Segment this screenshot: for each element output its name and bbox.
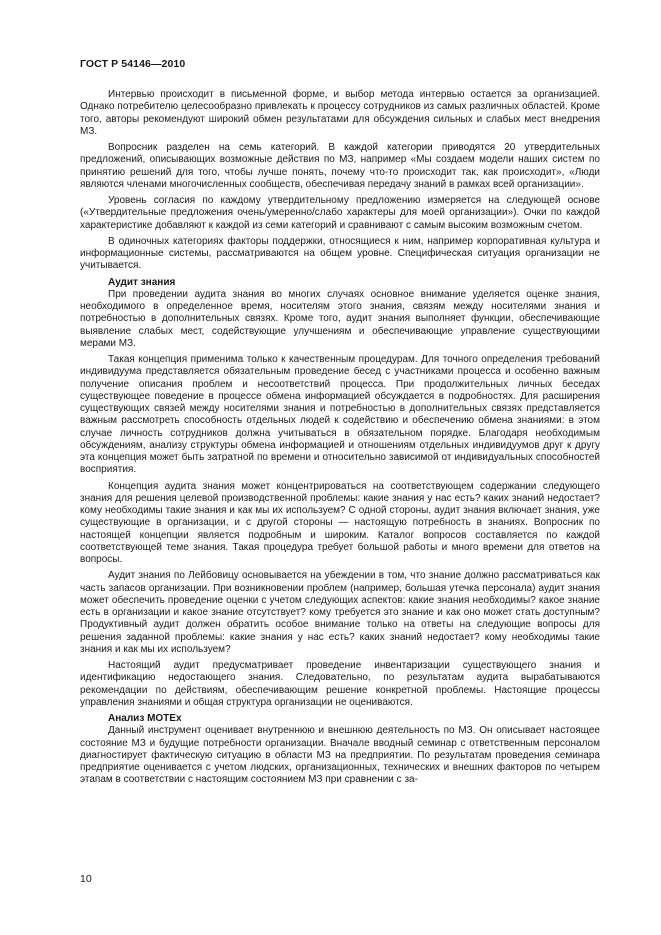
paragraph: В одиночных категориях факторы поддержки, относящиеся к ним, например корпоративная культура и информационные системы, рассматриваются на общем уровне. Специфическая ситуация организации не учитывается. bbox=[80, 235, 600, 272]
paragraph: При проведении аудита знания во многих случаях основное внимание уделяется оценке знания, необходимого в определенное время, носителям этого знания, связям между носителями знания и потребностью в дополнительных связях. Кроме того, аудит знания выполняет функции, обеспечивающие выявление слабых мест, содействующие улучшениям и обеспечивающие управление существующими мерами МЗ. bbox=[80, 288, 600, 349]
paragraph: Настоящий аудит предусматривает проведение инвентаризации существующего знания и идентификацию недостающего знания. Следовательно, по результатам аудита вырабатываются рекомендации по действиям, обеспечивающим решение конкретной проблемы. Настоящие процессы управления знаниями и общая структура организации не оцениваются. bbox=[80, 660, 600, 708]
paragraph: Данный инструмент оценивает внутреннюю и внешнюю деятельность по МЗ. Он описывает настоящее состояние МЗ и будущие потребности организации. Вначале вводный семинар с ответственным персоналом диагностирует фактическую ситуацию в области МЗ на предприятии. По результатам проведения семинара предприятие оценивается с учетом людских, организационных, технических и внешних факторов по четырем этапам в соответствии с настоящим состоянием МЗ при сравнении с за- bbox=[80, 725, 600, 786]
document-header: ГОСТ Р 54146—2010 bbox=[80, 58, 186, 70]
section-heading-motex-analysis: Анализ МОТЕх bbox=[108, 713, 182, 724]
page-number: 10 bbox=[80, 873, 92, 885]
paragraph: Аудит знания по Лейбовицу основывается на убеждении в том, что знание должно рассматриваться как часть запасов организации. При возникновении проблем (например, большая утечка персонала) аудит знания может обеспечить проведение оценки с учетом следующих аспектов: какие знания необходимы? какое знание есть в организации и какое знание отсутствует? кому требуется это знание и как оно может стать доступным? Продуктивный аудит должен обратить особое внимание только на ответы на следующие вопросы для решения заданной проблемы: какие знания у нас есть? каких знаний недостает? кому необходимы такие знания и как мы их используем? bbox=[80, 570, 600, 655]
section-heading-knowledge-audit: Аудит знания bbox=[108, 276, 176, 288]
paragraph: Вопросник разделен на семь категорий. В каждой категории приводятся 20 утвердительных предложений, описывающих возможные действия по МЗ, например «Мы создаем модели наших систем по принятию решений для того, чтобы лучше понять, почему что-то происходит так, как происходит», «Люди являются членами многочисленных сообществ, обеспечивая передачу знаний в рамках всей организации». bbox=[80, 142, 600, 190]
paragraph: Уровень согласия по каждому утвердительному предложению измеряется на следующей основе («Утвердительные предложения очень/умеренно/слабо характеры для моей организации»). Очки по каждой характеристике добавляют к каждой из семи категорий и сравнивают с самым высоким возможным счетом. bbox=[80, 195, 600, 231]
paragraph: Интервью происходит в письменной форме, и выбор метода интервью остается за организацией. Однако потребителю целесообразно привлекать к процессу сотрудников из самых различных областей. Кроме того, авторы рекомендуют широкий обмен результатами для обсуждения сильных и слабых мест внедрения МЗ. bbox=[80, 89, 600, 137]
paragraph: Такая концепция применима только к качественным процедурам. Для точного определения требований индивидуума представляется обязательным проведение бесед с участниками процесса и особенно важным получение описания проблем и несоответствий процесса. При продолжительных личных беседах существующее поведение в процессе обмена информацией обсуждается в подробностях. Для расширения существующих связей между носителями знания и потребностью в дополнительных связях представляется важным рассмотреть способность отдельных людей к содействию и обеспечению обмена знаниями: в этом случае личность сотрудников должна учитываться в обязательном порядке. Благодаря необходимым обсуждениям, анализу структуры обмена информацией и отношениям отдельных индивидуумов друг к другу эта концепция может быть затратной по времени и относительно зависимой от индивидуальных способностей восприятия. bbox=[80, 354, 600, 476]
document-body bbox=[80, 89, 600, 791]
paragraph: Концепция аудита знания может концентрироваться на соответствующем содержании следующего знания для решения целевой производственной проблемы: какие знания у нас есть? каких знаний недостает? кому необходимы такие знания и как мы их используем? С одной стороны, аудит знания включает знания, уже существующие в организации, и с другой стороны — настоящую потребность в знаниях. Вопросник по настоящей концепции является подробным и широким. Каталог вопросов составляется по каждой соответствующей теме знания. Такая процедура требует большой работы и много времени для ответов на вопросы. bbox=[80, 480, 600, 565]
